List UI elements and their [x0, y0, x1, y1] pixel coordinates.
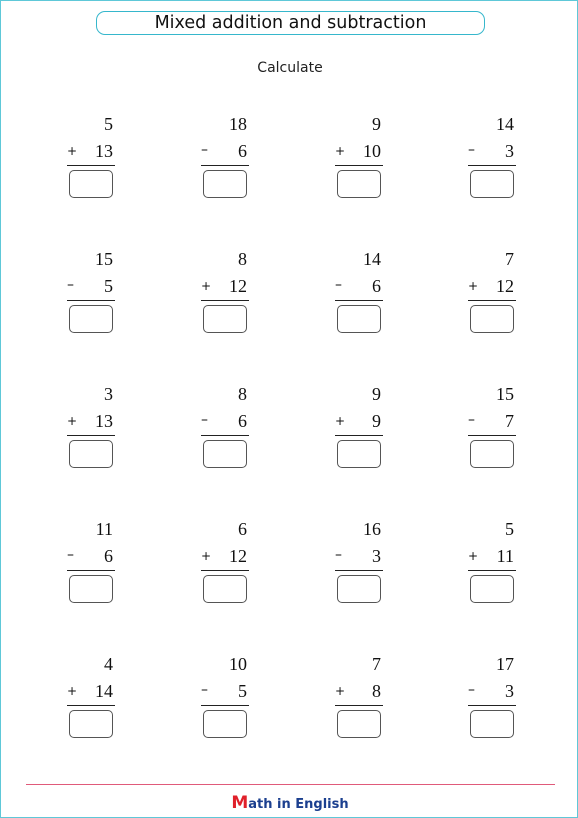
- problem-card: [197, 653, 257, 739]
- plus-sign: +: [335, 684, 346, 698]
- second-operand: 13: [95, 411, 113, 431]
- answer-box[interactable]: [337, 575, 381, 603]
- brand-logo: [1, 793, 578, 813]
- first-operand: 4: [104, 654, 113, 674]
- first-operand: 15: [95, 249, 113, 269]
- minus-sign: –: [67, 277, 74, 293]
- answer-box[interactable]: [69, 710, 113, 738]
- answer-box[interactable]: [470, 440, 514, 468]
- problem-card: [197, 518, 257, 604]
- sum-line: [468, 165, 516, 166]
- second-operand: 3: [372, 546, 381, 566]
- minus-sign: –: [468, 142, 475, 158]
- answer-box[interactable]: [337, 305, 381, 333]
- answer-box[interactable]: [203, 710, 247, 738]
- second-operand: 3: [505, 141, 514, 161]
- second-operand: 14: [95, 681, 113, 701]
- answer-box[interactable]: [69, 170, 113, 198]
- minus-sign: –: [67, 547, 74, 563]
- sum-line: [67, 705, 115, 706]
- first-operand: 18: [229, 114, 247, 134]
- answer-box[interactable]: [470, 575, 514, 603]
- second-operand: 11: [496, 546, 514, 566]
- answer-box[interactable]: [470, 305, 514, 333]
- first-operand: 8: [238, 249, 247, 269]
- minus-sign: –: [468, 412, 475, 428]
- problem-card: [331, 383, 391, 469]
- problem-card: [197, 113, 257, 199]
- sum-line: [201, 435, 249, 436]
- second-operand: 10: [363, 141, 381, 161]
- brand-initial: M: [231, 793, 249, 813]
- minus-sign: –: [335, 547, 342, 563]
- sum-line: [468, 570, 516, 571]
- answer-box[interactable]: [470, 710, 514, 738]
- problem-card: [63, 518, 123, 604]
- second-operand: 5: [238, 681, 247, 701]
- answer-box[interactable]: [69, 305, 113, 333]
- sum-line: [335, 165, 383, 166]
- answer-box[interactable]: [69, 440, 113, 468]
- problem-card: [464, 113, 524, 199]
- problem-card: [197, 383, 257, 469]
- sum-line: [67, 570, 115, 571]
- plus-sign: +: [67, 414, 78, 428]
- first-operand: 11: [95, 519, 113, 539]
- sum-line: [468, 300, 516, 301]
- problem-card: [464, 653, 524, 739]
- second-operand: 9: [372, 411, 381, 431]
- first-operand: 5: [505, 519, 514, 539]
- problem-grid: [1, 1, 578, 771]
- answer-box[interactable]: [470, 170, 514, 198]
- first-operand: 6: [238, 519, 247, 539]
- sum-line: [201, 165, 249, 166]
- plus-sign: +: [335, 414, 346, 428]
- minus-sign: –: [201, 142, 208, 158]
- plus-sign: +: [468, 279, 479, 293]
- problem-card: [63, 113, 123, 199]
- second-operand: 3: [505, 681, 514, 701]
- second-operand: 6: [372, 276, 381, 296]
- problem-card: [464, 248, 524, 334]
- brand-name: ath in English: [248, 797, 349, 812]
- first-operand: 9: [372, 114, 381, 134]
- first-operand: 14: [363, 249, 381, 269]
- plus-sign: +: [468, 549, 479, 563]
- first-operand: 16: [363, 519, 381, 539]
- second-operand: 5: [104, 276, 113, 296]
- second-operand: 6: [104, 546, 113, 566]
- problem-card: [331, 113, 391, 199]
- problem-card: [331, 248, 391, 334]
- problem-card: [63, 248, 123, 334]
- plus-sign: +: [201, 279, 212, 293]
- sum-line: [201, 300, 249, 301]
- second-operand: 6: [238, 411, 247, 431]
- footer-divider: [26, 784, 555, 785]
- sum-line: [201, 705, 249, 706]
- first-operand: 10: [229, 654, 247, 674]
- problem-card: [331, 518, 391, 604]
- first-operand: 15: [496, 384, 514, 404]
- minus-sign: –: [201, 682, 208, 698]
- second-operand: 12: [496, 276, 514, 296]
- instruction-text: Calculate: [257, 60, 323, 76]
- answer-box[interactable]: [203, 575, 247, 603]
- sum-line: [468, 705, 516, 706]
- problem-card: [63, 383, 123, 469]
- minus-sign: –: [201, 412, 208, 428]
- first-operand: 5: [104, 114, 113, 134]
- first-operand: 7: [505, 249, 514, 269]
- answer-box[interactable]: [203, 440, 247, 468]
- problem-card: [464, 383, 524, 469]
- sum-line: [67, 435, 115, 436]
- first-operand: 7: [372, 654, 381, 674]
- answer-box[interactable]: [203, 305, 247, 333]
- answer-box[interactable]: [337, 710, 381, 738]
- sum-line: [335, 435, 383, 436]
- plus-sign: +: [201, 549, 212, 563]
- problem-card: [331, 653, 391, 739]
- first-operand: 9: [372, 384, 381, 404]
- plus-sign: +: [67, 684, 78, 698]
- second-operand: 6: [238, 141, 247, 161]
- page-title: Mixed addition and subtraction: [96, 11, 485, 35]
- second-operand: 12: [229, 546, 247, 566]
- minus-sign: –: [468, 682, 475, 698]
- problem-card: [63, 653, 123, 739]
- answer-box[interactable]: [337, 170, 381, 198]
- answer-box[interactable]: [337, 440, 381, 468]
- sum-line: [335, 300, 383, 301]
- second-operand: 7: [505, 411, 514, 431]
- first-operand: 8: [238, 384, 247, 404]
- first-operand: 17: [496, 654, 514, 674]
- plus-sign: +: [67, 144, 78, 158]
- sum-line: [335, 570, 383, 571]
- problem-card: [464, 518, 524, 604]
- sum-line: [201, 570, 249, 571]
- sum-line: [335, 705, 383, 706]
- minus-sign: –: [335, 277, 342, 293]
- answer-box[interactable]: [69, 575, 113, 603]
- sum-line: [67, 165, 115, 166]
- second-operand: 8: [372, 681, 381, 701]
- second-operand: 13: [95, 141, 113, 161]
- first-operand: 3: [104, 384, 113, 404]
- first-operand: 14: [496, 114, 514, 134]
- sum-line: [468, 435, 516, 436]
- plus-sign: +: [335, 144, 346, 158]
- sum-line: [67, 300, 115, 301]
- second-operand: 12: [229, 276, 247, 296]
- problem-card: [197, 248, 257, 334]
- answer-box[interactable]: [203, 170, 247, 198]
